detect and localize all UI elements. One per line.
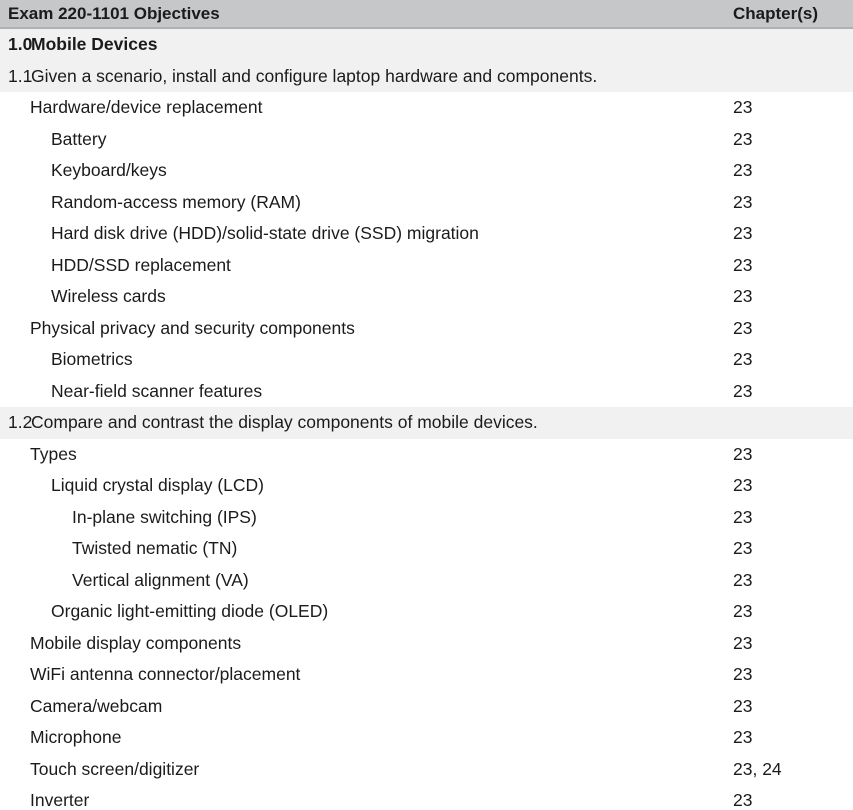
item-chapters: 23 bbox=[733, 380, 753, 401]
objective-item-row bbox=[0, 155, 853, 187]
item-label: Mobile display components bbox=[30, 632, 242, 653]
item-label: Random-access memory (RAM) bbox=[51, 191, 301, 212]
item-chapters: 23 bbox=[733, 664, 753, 685]
objective-item-row bbox=[0, 281, 853, 313]
objective-item-row bbox=[0, 313, 853, 345]
objective-item-row bbox=[0, 565, 853, 597]
section-title: Given a scenario, install and configure laptop hardware and components. bbox=[31, 65, 598, 86]
objective-item-row bbox=[0, 659, 853, 691]
section-title: Compare and contrast the display components of mobile devices. bbox=[31, 412, 538, 433]
item-chapters: 23 bbox=[733, 286, 753, 307]
section-number: 1.1 bbox=[8, 65, 33, 86]
item-label: Twisted nematic (TN) bbox=[72, 538, 238, 559]
item-chapters: 23 bbox=[733, 317, 753, 338]
item-chapters: 23 bbox=[733, 506, 753, 527]
item-label: Physical privacy and security components bbox=[30, 317, 355, 338]
objective-item-row bbox=[0, 218, 853, 250]
item-chapters: 23 bbox=[733, 443, 753, 464]
item-chapters: 23 bbox=[733, 790, 753, 810]
item-chapters: 23 bbox=[733, 569, 753, 590]
item-label: Inverter bbox=[30, 790, 90, 810]
objective-item-row bbox=[0, 691, 853, 723]
objective-item-row bbox=[0, 250, 853, 282]
objective-item-row bbox=[0, 376, 853, 408]
item-label: Touch screen/digitizer bbox=[30, 758, 200, 779]
item-label: Camera/webcam bbox=[30, 695, 163, 716]
item-label: WiFi antenna connector/placement bbox=[30, 664, 301, 685]
section-number: 1.0 bbox=[8, 34, 33, 55]
objective-item-row bbox=[0, 344, 853, 376]
item-label: HDD/SSD replacement bbox=[51, 254, 231, 275]
objective-item-row bbox=[0, 754, 853, 786]
item-chapters: 23 bbox=[733, 128, 753, 149]
objective-item-row bbox=[0, 187, 853, 219]
item-label: Near-field scanner features bbox=[51, 380, 263, 401]
item-label: Organic light-emitting diode (OLED) bbox=[51, 601, 329, 622]
item-label: Liquid crystal display (LCD) bbox=[51, 475, 264, 496]
objective-section-row bbox=[0, 61, 853, 93]
objective-item-row bbox=[0, 533, 853, 565]
item-label: Vertical alignment (VA) bbox=[72, 569, 249, 590]
item-label: In-plane switching (IPS) bbox=[72, 506, 257, 527]
item-label: Hard disk drive (HDD)/solid-state drive (SSD) migration bbox=[51, 223, 479, 244]
item-chapters: 23 bbox=[733, 538, 753, 559]
section-number: 1.2 bbox=[8, 412, 33, 433]
chapters-column-header: Chapter(s) bbox=[733, 3, 819, 23]
objective-item-row bbox=[0, 596, 853, 628]
item-chapters: 23 bbox=[733, 632, 753, 653]
item-chapters: 23 bbox=[733, 349, 753, 370]
item-chapters: 23 bbox=[733, 475, 753, 496]
item-label: Microphone bbox=[30, 727, 122, 748]
item-label: Wireless cards bbox=[51, 286, 166, 307]
item-label: Types bbox=[30, 443, 77, 464]
item-label: Battery bbox=[51, 128, 107, 149]
item-chapters: 23 bbox=[733, 223, 753, 244]
objective-item-row bbox=[0, 92, 853, 124]
objective-section-row bbox=[0, 407, 853, 439]
domain-section-row bbox=[0, 29, 853, 61]
objective-item-row bbox=[0, 722, 853, 754]
item-label: Biometrics bbox=[51, 349, 133, 370]
item-chapters: 23 bbox=[733, 160, 753, 181]
item-chapters: 23 bbox=[733, 601, 753, 622]
table-header-row bbox=[0, 0, 853, 29]
objective-item-row bbox=[0, 785, 853, 810]
item-label: Hardware/device replacement bbox=[30, 97, 263, 118]
section-title: Mobile Devices bbox=[31, 34, 158, 55]
objective-item-row bbox=[0, 124, 853, 156]
objectives-column-header: Exam 220-1101 Objectives bbox=[8, 3, 220, 23]
item-chapters: 23 bbox=[733, 695, 753, 716]
item-chapters: 23 bbox=[733, 727, 753, 748]
table-body bbox=[0, 29, 853, 810]
item-chapters: 23 bbox=[733, 97, 753, 118]
item-label: Keyboard/keys bbox=[51, 160, 167, 181]
objective-item-row bbox=[0, 439, 853, 471]
objective-item-row bbox=[0, 502, 853, 534]
item-chapters: 23 bbox=[733, 191, 753, 212]
item-chapters: 23, 24 bbox=[733, 758, 782, 779]
objective-item-row bbox=[0, 470, 853, 502]
objective-item-row bbox=[0, 628, 853, 660]
item-chapters: 23 bbox=[733, 254, 753, 275]
